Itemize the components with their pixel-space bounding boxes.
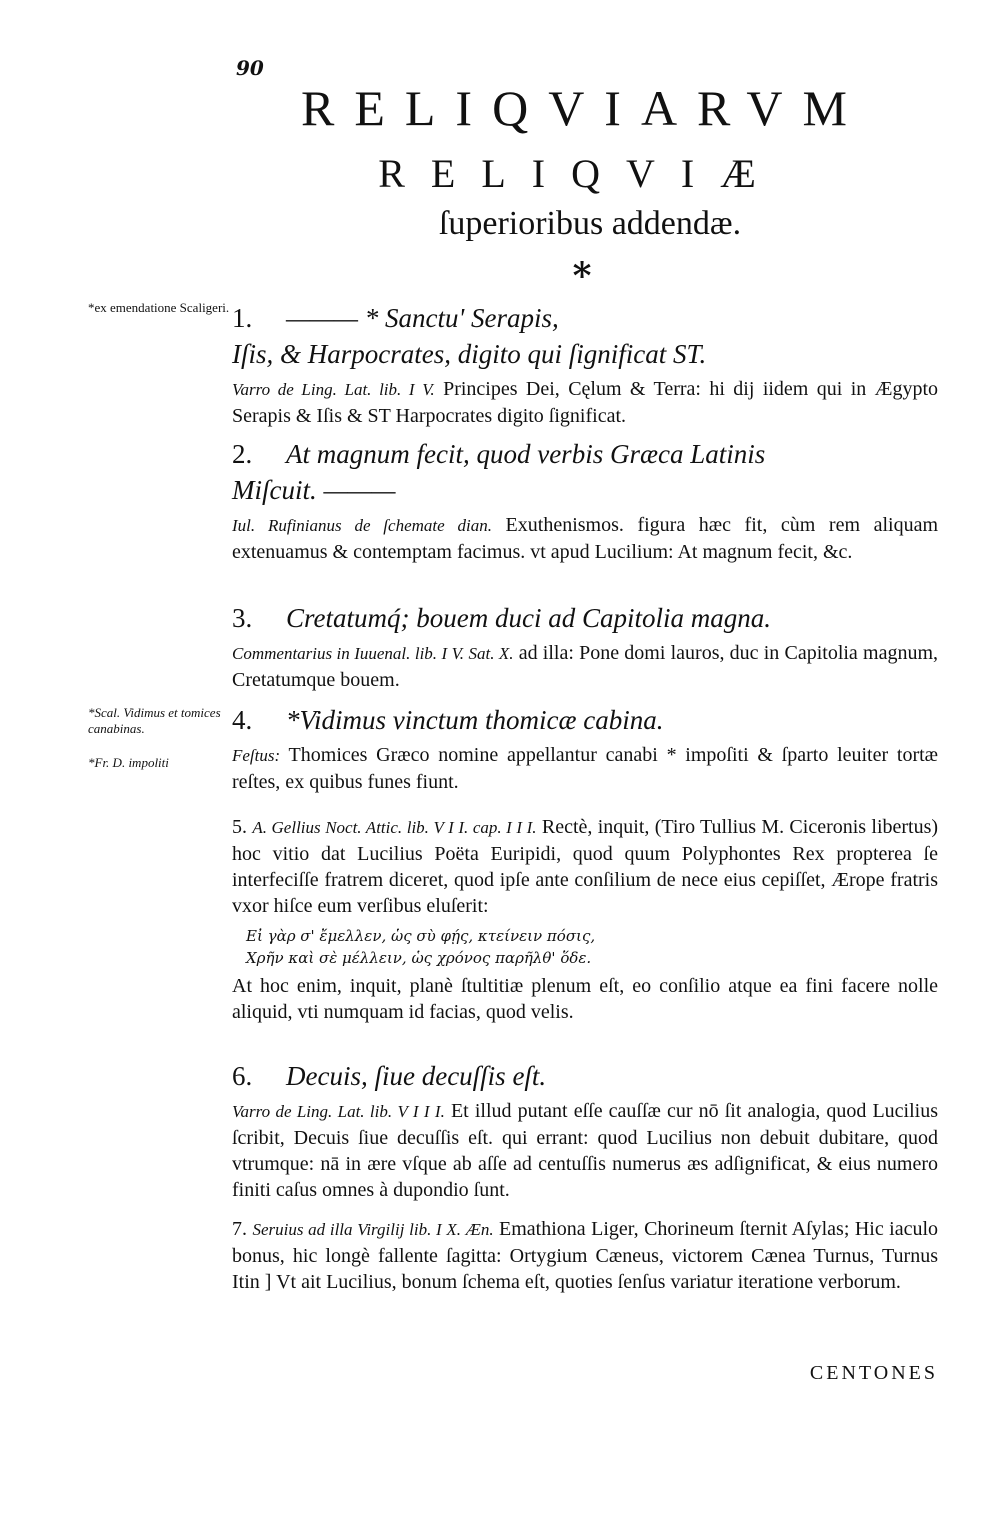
entry-body: Principes Dei, Cęlum & Terra: hi dij iidem qui in Ægypto Serapis & Iſis & ST Harpocrates digito ſignificat.	[232, 378, 939, 427]
entry-6	[232, 1058, 938, 1203]
entry-number: 5.	[232, 816, 247, 838]
entry-heading-cont: Miſcuit. ———	[232, 475, 396, 505]
entry-5	[232, 810, 938, 1025]
entry-body: Thomices Græco nomine appellantur canabi * impoſiti & ſparto leuiter tortæ reſtes, ex quibus funes fiunt.	[232, 744, 939, 793]
greek-verse: Χρῆν καὶ σὲ μέλλειν, ὡς χρόνος παρῆλθ' ὅδε.	[246, 949, 592, 967]
entry-source: A. Gellius Noct. Attic. lib. V I I. cap. I I I.	[252, 818, 537, 837]
entry-number: 4.	[232, 705, 253, 735]
page-subtitle-line: ſuperioribus addendæ.	[438, 205, 742, 242]
entry-3	[232, 600, 938, 693]
entry-heading: Cretatumq́; bouem duci ad Capitolia magna.	[286, 603, 771, 633]
entry-body-cont: At hoc enim, inquit, planè ſtultitiæ plenum eſt, eo conſilio atque ea fini facere nolle aliquid, vti numquam id facias, quod velis.	[232, 975, 938, 1023]
page-number: 90	[236, 56, 264, 80]
catchword: CENTONES	[809, 1362, 938, 1384]
entry-source: Varro de Ling. Lat. lib. I V.	[232, 380, 435, 399]
entry-heading: ——— * Sanctu' Serapis,	[286, 303, 559, 333]
entry-heading: Decuis, ſiue decuſſis eſt.	[286, 1061, 547, 1091]
page-subtitle: RELIQVIÆ	[378, 151, 782, 196]
entry-4	[232, 702, 938, 795]
entry-2	[232, 436, 938, 565]
entry-body: Rectè, inquit, (Tiro Tullius M. Ciceronis libertus) hoc vitio dat Lucilius Poëta Euripidi, quod quum Polyphontes Rex propterea ſe interfeciſſe fratrem diceret, quod ipſe ante conſilium de nece eius cepiſſet, Ærope fratris vxor hiſce eum verſibus eluſerit:	[232, 816, 939, 917]
entry-1	[232, 300, 938, 429]
entry-heading: *Vidimus vinctum thomicæ cabina.	[286, 705, 664, 735]
entry-source: Feſtus:	[232, 746, 281, 765]
ornament-asterisk: *	[572, 255, 592, 297]
entry-source: Varro de Ling. Lat. lib. V I I I.	[232, 1102, 445, 1121]
entry-number: 1.	[232, 303, 253, 333]
entry-body: Exuthenismos. figura hæc fit, cùm rem aliquam extenuamus & contemptam facimus. vt apud Lucilium: At magnum fecit, &c.	[232, 514, 938, 563]
entry-number: 2.	[232, 439, 253, 469]
greek-verse: Εἰ γὰρ σ' ἔμελλεν, ὡς σὺ φῄς, κτείνειν πόσις,	[246, 927, 596, 945]
entry-number: 6.	[232, 1061, 253, 1091]
entry-heading: At magnum fecit, quod verbis Græca Latinis	[286, 439, 766, 469]
page-title: RELIQVIARVM	[301, 80, 867, 136]
entry-source: Iul. Rufinianus de ſchemate dian.	[232, 516, 492, 535]
entry-heading-cont: Iſis, & Harpocrates, digito qui ſignificat ST.	[232, 339, 707, 369]
entry-7	[232, 1212, 938, 1295]
margin-note: *ex emendatione Scaligeri.	[88, 300, 230, 315]
entry-source: Seruius ad illa Virgilij lib. I X. Æn.	[252, 1220, 494, 1239]
entry-source: Commentarius in Iuuenal. lib. I V. Sat. X.	[232, 644, 514, 663]
margin-note: *Fr. D. impoliti	[88, 755, 169, 770]
entry-number: 7.	[232, 1218, 247, 1240]
entry-number: 3.	[232, 603, 253, 633]
margin-note: *Scal. Vidimus et tomices canabinas.	[88, 705, 221, 736]
entry-body: ad illa: Pone domi lauros, duc in Capitolia magnum, Cretatumque bouem.	[232, 642, 938, 691]
entry-body: Emathiona Liger, Chorineum ſternit Aſylas; Hic iaculo bonus, hic longè fallente ſagitta: Ortygium Cæneus, victorem Cænea Turnus, Turnus Itin ] Vt ait Lucilius, bonum ſchema eſt, quoties ſenſus variatur iteratione verborum.	[232, 1218, 939, 1293]
entry-body: Et illud putant eſſe cauſſæ cur nō ſit analogia, quod Lucilius ſcribit, Decuis ſiue decuſſis eſt. qui errant: quod Lucilius non debuit dubitare, quod vtrumque: nā in ære vſque ab aſſe ad centuſſis numerus æs adſignificat, & eius numero finiti caſus omnes à dupondio ſunt.	[232, 1100, 938, 1201]
